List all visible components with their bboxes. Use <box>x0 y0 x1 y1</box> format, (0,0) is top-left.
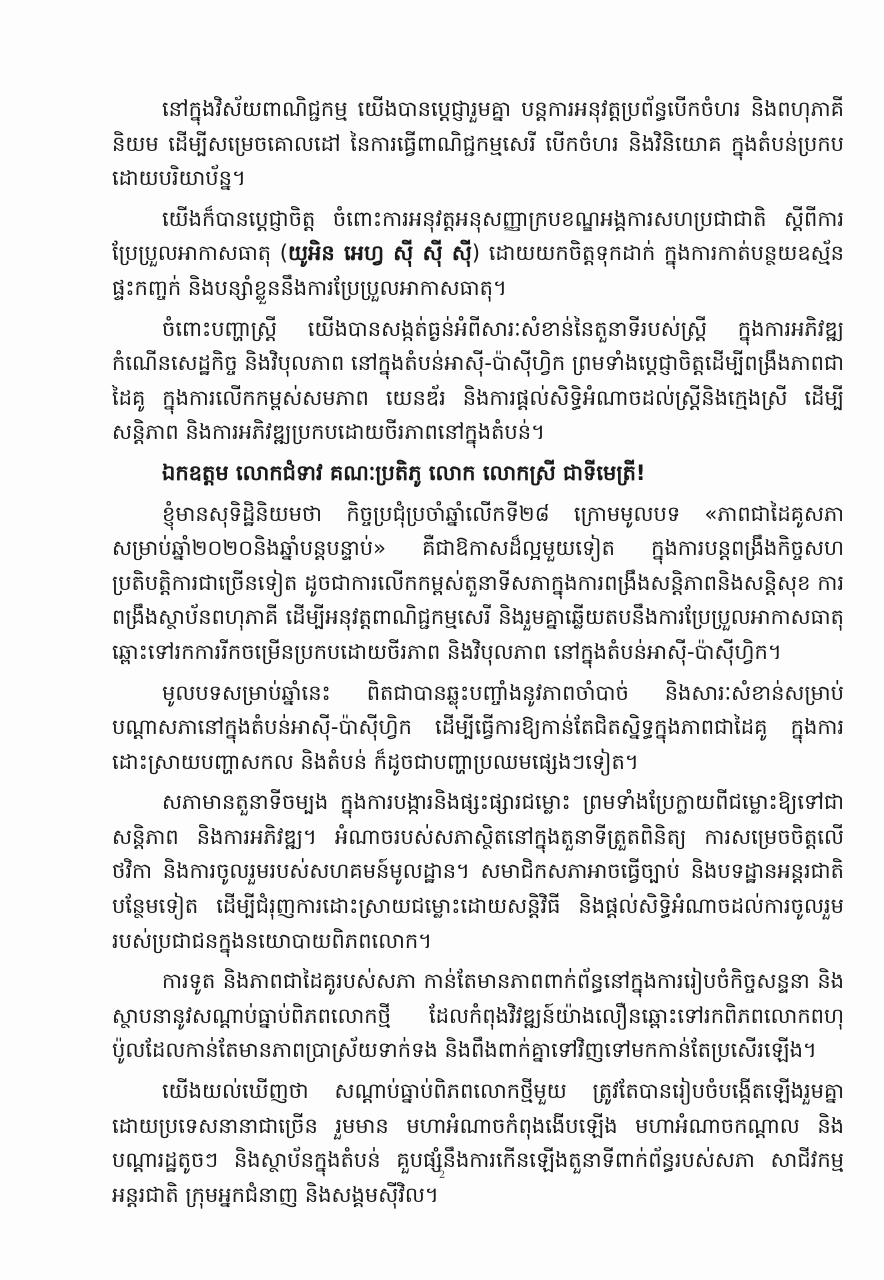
paragraph-climate-text-after: ) ដោយយកចិត្តទុកដាក់ ក្នុងការកាត់បន្ថយឧស្ម័នផ្ទះកញ្ចក់ និងបន្សាំខ្លួននឹងការប្រែប្រួលអាកាសធាតុ។ <box>112 241 844 300</box>
paragraph-climate <box>112 202 844 306</box>
paragraph-diplomacy: ការទូត និងភាពជាដៃគូរបស់សភា កាន់តែមានភាពពាក់ព័ន្ធនៅក្នុងការរៀបចំកិច្ចសន្ទនា និងស្ថាបនានូវសណ្ដាប់ធ្នាប់ពិភពលោកថ្មី ដែលកំពុងវិវឌ្ឍន៍យ៉ាងលឿនឆ្ពោះទៅរកពិភពលោកពហុប៉ូលដែលកាន់តែមានភាពប្រាស្រ័យទាក់ទង និងពឹងពាក់គ្នាទៅវិញទៅមកកាន់តែប្រសើរឡើង។ <box>112 969 844 1063</box>
paragraph-world-order: យើងយល់ឃើញថា សណ្ដាប់ធ្នាប់ពិភពលោកថ្មីមួយ ត្រូវតែបានរៀបចំបង្កើតឡើងរួមគ្នាដោយប្រទេសនានាជាច្រើន រួមមាន មហាអំណាចកំពុងងើបឡើង មហាអំណាចកណ្ដាល និងបណ្ដារដ្ឋតូចៗ និងស្ថាប័នក្នុងតំបន់ គួបផ្សំនឹងការកើនឡើងតួនាទីពាក់ព័ន្ធរបស់សភា សាជីវកម្មអន្តរជាតិ ក្រុមអ្នកជំនាញ និងសង្គមស៊ីវិល។ <box>112 1079 844 1207</box>
page-number: 2 <box>438 1170 446 1181</box>
paragraph-trade: នៅក្នុងវិស័យពាណិជ្ជកម្ម យើងបានប្ដេជ្ញារួមគ្នា បន្តការអនុវត្តប្រព័ន្ធបើកចំហរ និងពហុភាគីនិយម ដើម្បីសម្រេចគោលដៅ នៃការធ្វើពាណិជ្ជកម្មសេរី បើកចំហរ និងវិនិយោគ ក្នុងតំបន់ប្រកបដោយបរិយាប័ន្ន។ <box>112 97 844 191</box>
greeting-line: ឯកឧត្ដម លោកជំទាវ គណៈប្រតិភូ លោក លោកស្រី ជាទីមេត្រី! <box>162 460 646 485</box>
paragraph-optimism: ខ្ញុំមានសុទិដ្ឋិនិយមថា កិច្ចប្រជុំប្រចាំឆ្នាំលើកទី២៨ ក្រោមមូលបទ «ភាពជាដៃគូសភាសម្រាប់ឆ្នាំ២០២០និងឆ្នាំបន្តបន្ទាប់» គឺជាឱកាសដ៏ល្អមួយទៀត ក្នុងការបន្តពង្រឹងកិច្ចសហប្រតិបត្តិការជាច្រើនទៀត ដូចជាការលើកកម្ពស់តួនាទីសភាក្នុងការពង្រឹងសន្តិភាពនិងសន្តិសុខ ការពង្រឹងស្ថាប័នពហុភាគី ដើម្បីអនុវត្តពាណិជ្ជកម្មសេរី និងរួមគ្នាឆ្លើយតបនឹងការប្រែប្រួលអាកាសធាតុឆ្ពោះទៅរកការរីកចម្រើនប្រកបដោយចីរភាព និងវិបុលភាព នៅក្នុងតំបន់អាស៊ី-ប៉ាស៊ីហ្វិក។ <box>112 501 844 664</box>
paragraph-climate-text-before: យើងក៏បានប្ដេជ្ញាចិត្ត ចំពោះការអនុវត្តអនុសញ្ញាក្របខណ្ឌអង្គការសហប្រជាជាតិ ស្ដីពីការប្រែប្រួលអាកាសធាតុ ( <box>112 206 844 266</box>
paragraph-theme: មូលបទសម្រាប់ឆ្នាំនេះ ពិតជាបានឆ្លុះបញ្ចាំងនូវភាពចាំបាច់ និងសារៈសំខាន់សម្រាប់បណ្ដាសភានៅក្នុងតំបន់អាស៊ី-ប៉ាស៊ីហ្វិក ដើម្បីធ្វើការឱ្យកាន់តែជិតស្និទ្ធក្នុងភាពជាដៃគូ ក្នុងការដោះស្រាយបញ្ហាសកល និងតំបន់ ក៏ដូចជាបញ្ហាប្រឈមផ្សេងៗទៀត។ <box>112 680 844 774</box>
paragraph-parliament-role: សភាមានតួនាទីចម្បង ក្នុងការបង្ការនិងផ្សះផ្សារជម្លោះ ព្រមទាំងប្រែក្លាយពីជម្លោះឱ្យទៅជាសន្តិភាព និងការអភិវឌ្ឍ។ អំណាចរបស់សភាស្ថិតនៅក្នុងតួនាទីត្រួតពិនិត្យ ការសម្រេចចិត្តលើថវិកា និងការចូលរួមរបស់សហគមន៍មូលដ្ឋាន។ សមាជិកសភាអាចធ្វើច្បាប់ និងបទដ្ឋានអន្តរជាតិបន្ថែមទៀត ដើម្បីជំរុញការដោះស្រាយជម្លោះដោយសន្តិវិធី និងផ្ដល់សិទ្ធិអំណាចដល់ការចូលរួមរបស់ប្រជាជនក្នុងនយោបាយពិភពលោក។ <box>112 790 844 953</box>
unfccc-acronym: យូអិន អេហ្វ ស៊ី ស៊ី ស៊ី <box>288 241 472 266</box>
paragraph-women: ចំពោះបញ្ហាស្ត្រី យើងបានសង្កត់ធ្ងន់អំពីសារៈសំខាន់នៃតួនាទីរបស់ស្ត្រី ក្នុងការអភិវឌ្ឍកំណើនសេដ្ឋកិច្ច និងវិបុលភាព នៅក្នុងតំបន់អាស៊ី-ប៉ាស៊ីហ្វិក ព្រមទាំងប្ដេជ្ញាចិត្តដើម្បីពង្រឹងភាពជាដៃគូ ក្នុងការលើកកម្ពស់សមភាព យេនឌ័រ និងការផ្ដល់សិទ្ធិអំណាចដល់ស្ត្រីនិងក្មេងស្រី ដើម្បីសន្តិភាព និងការអភិវឌ្ឍប្រកបដោយចីរភាពនៅក្នុងតំបន់។ <box>112 316 844 445</box>
document-body <box>112 92 844 1218</box>
